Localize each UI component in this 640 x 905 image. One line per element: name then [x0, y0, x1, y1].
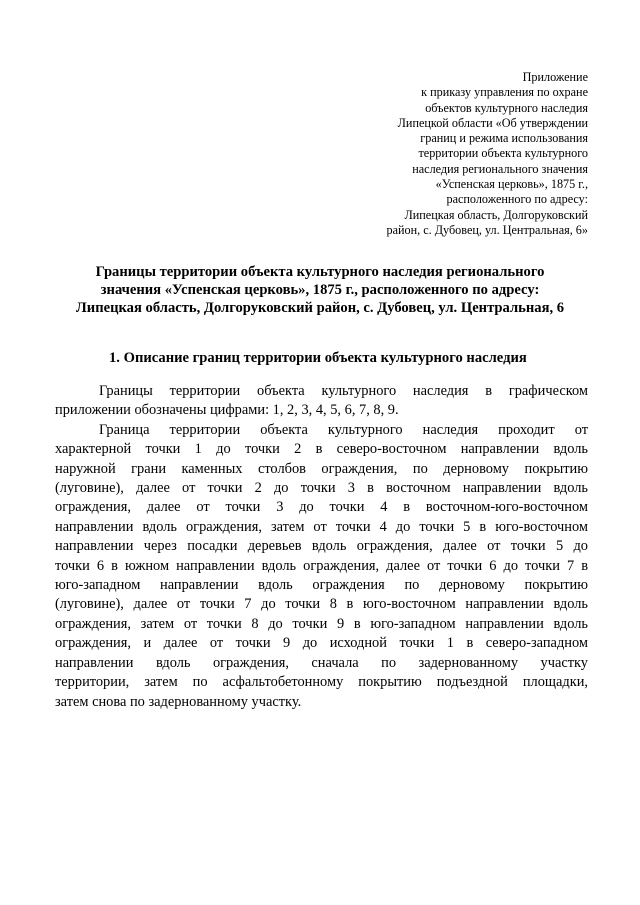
appendix-line: расположенного по адресу: [446, 192, 588, 207]
appendix-line: наследия регионального значения [412, 161, 588, 176]
paragraph-line: территории, затем по асфальтобетонному покрытию подъездной площадки, [55, 674, 588, 691]
appendix-line: территории объекта культурного [418, 146, 588, 161]
paragraph-line: направлении через посадки деревьев вдоль ограждения, далее от точки 5 до [55, 538, 588, 555]
paragraph-line: юго-западном направлении вдоль ограждения по дерновому покрытию [55, 577, 588, 594]
title-line: Границы территории объекта культурного наследия регионального [95, 264, 545, 280]
paragraph-line: затем снова по задернованному участку. [55, 693, 302, 710]
paragraph-line: Граница территории объекта культурного наследия проходит от [99, 421, 588, 438]
paragraph-line: наружной грани каменных столбов ограждения, по дерновому покрытию [55, 460, 588, 477]
paragraph-line: приложении обозначены цифрами: 1, 2, 3, 4, 5, 6, 7, 8, 9. [55, 402, 399, 419]
title-line: Липецкая область, Долгоруковский район, с. Дубовец, ул. Центральная, 6 [75, 300, 565, 316]
paragraph-line: (луговине), далее от точки 7 до точки 8 в юго-восточном направлении вдоль [55, 596, 588, 613]
paragraph-line: ограждения, далее от точки 3 до точки 4 в восточном-юго-восточном [55, 499, 588, 516]
paragraph-point-list [55, 382, 588, 421]
paragraph-line: направлении вдоль ограждения, затем от точки 4 до точки 5 в юго-восточном [55, 518, 588, 535]
document-body [55, 382, 588, 712]
paragraph-line: точки 6 в южном направлении вдоль ограждения, далее от точки 6 до точки 7 в [55, 557, 588, 574]
paragraph-line: ограждения, затем от точки 8 до точки 9 в юго-западном направлении вдоль [55, 615, 588, 632]
paragraph-line: ограждения, и далее от точки 9 до исходной точки 1 в северо-западном [55, 635, 588, 652]
appendix-line: Липецкой области «Об утверждении [397, 115, 588, 130]
paragraph-line: характерной точки 1 до точки 2 в северо-восточном направлении вдоль [55, 441, 588, 458]
appendix-line: Липецкая область, Долгоруковский [404, 207, 588, 222]
appendix-line: границ и режима использования [420, 131, 588, 146]
appendix-note [330, 70, 588, 238]
document-title [40, 263, 600, 317]
paragraph-line: направлении вдоль ограждения, сначала по задернованному участку [55, 654, 588, 671]
appendix-line: объектов культурного наследия [425, 100, 588, 115]
paragraph-line: Границы территории объекта культурного наследия в графическом [99, 383, 588, 399]
appendix-line: Приложение [522, 70, 588, 84]
appendix-line: к приказу управления по охране [421, 85, 588, 100]
paragraph-line: (луговине), далее от точки 2 до точки 3 в восточном направлении вдоль [55, 480, 588, 497]
section-heading: 1. Описание границ территории объекта культурного наследия [109, 350, 527, 366]
paragraph-boundary-description [55, 421, 588, 712]
title-line: значения «Успенская церковь», 1875 г., расположенного по адресу: [100, 282, 540, 298]
appendix-line: «Успенская церковь», 1875 г., [435, 177, 588, 192]
appendix-line: район, с. Дубовец, ул. Центральная, 6» [386, 222, 588, 237]
